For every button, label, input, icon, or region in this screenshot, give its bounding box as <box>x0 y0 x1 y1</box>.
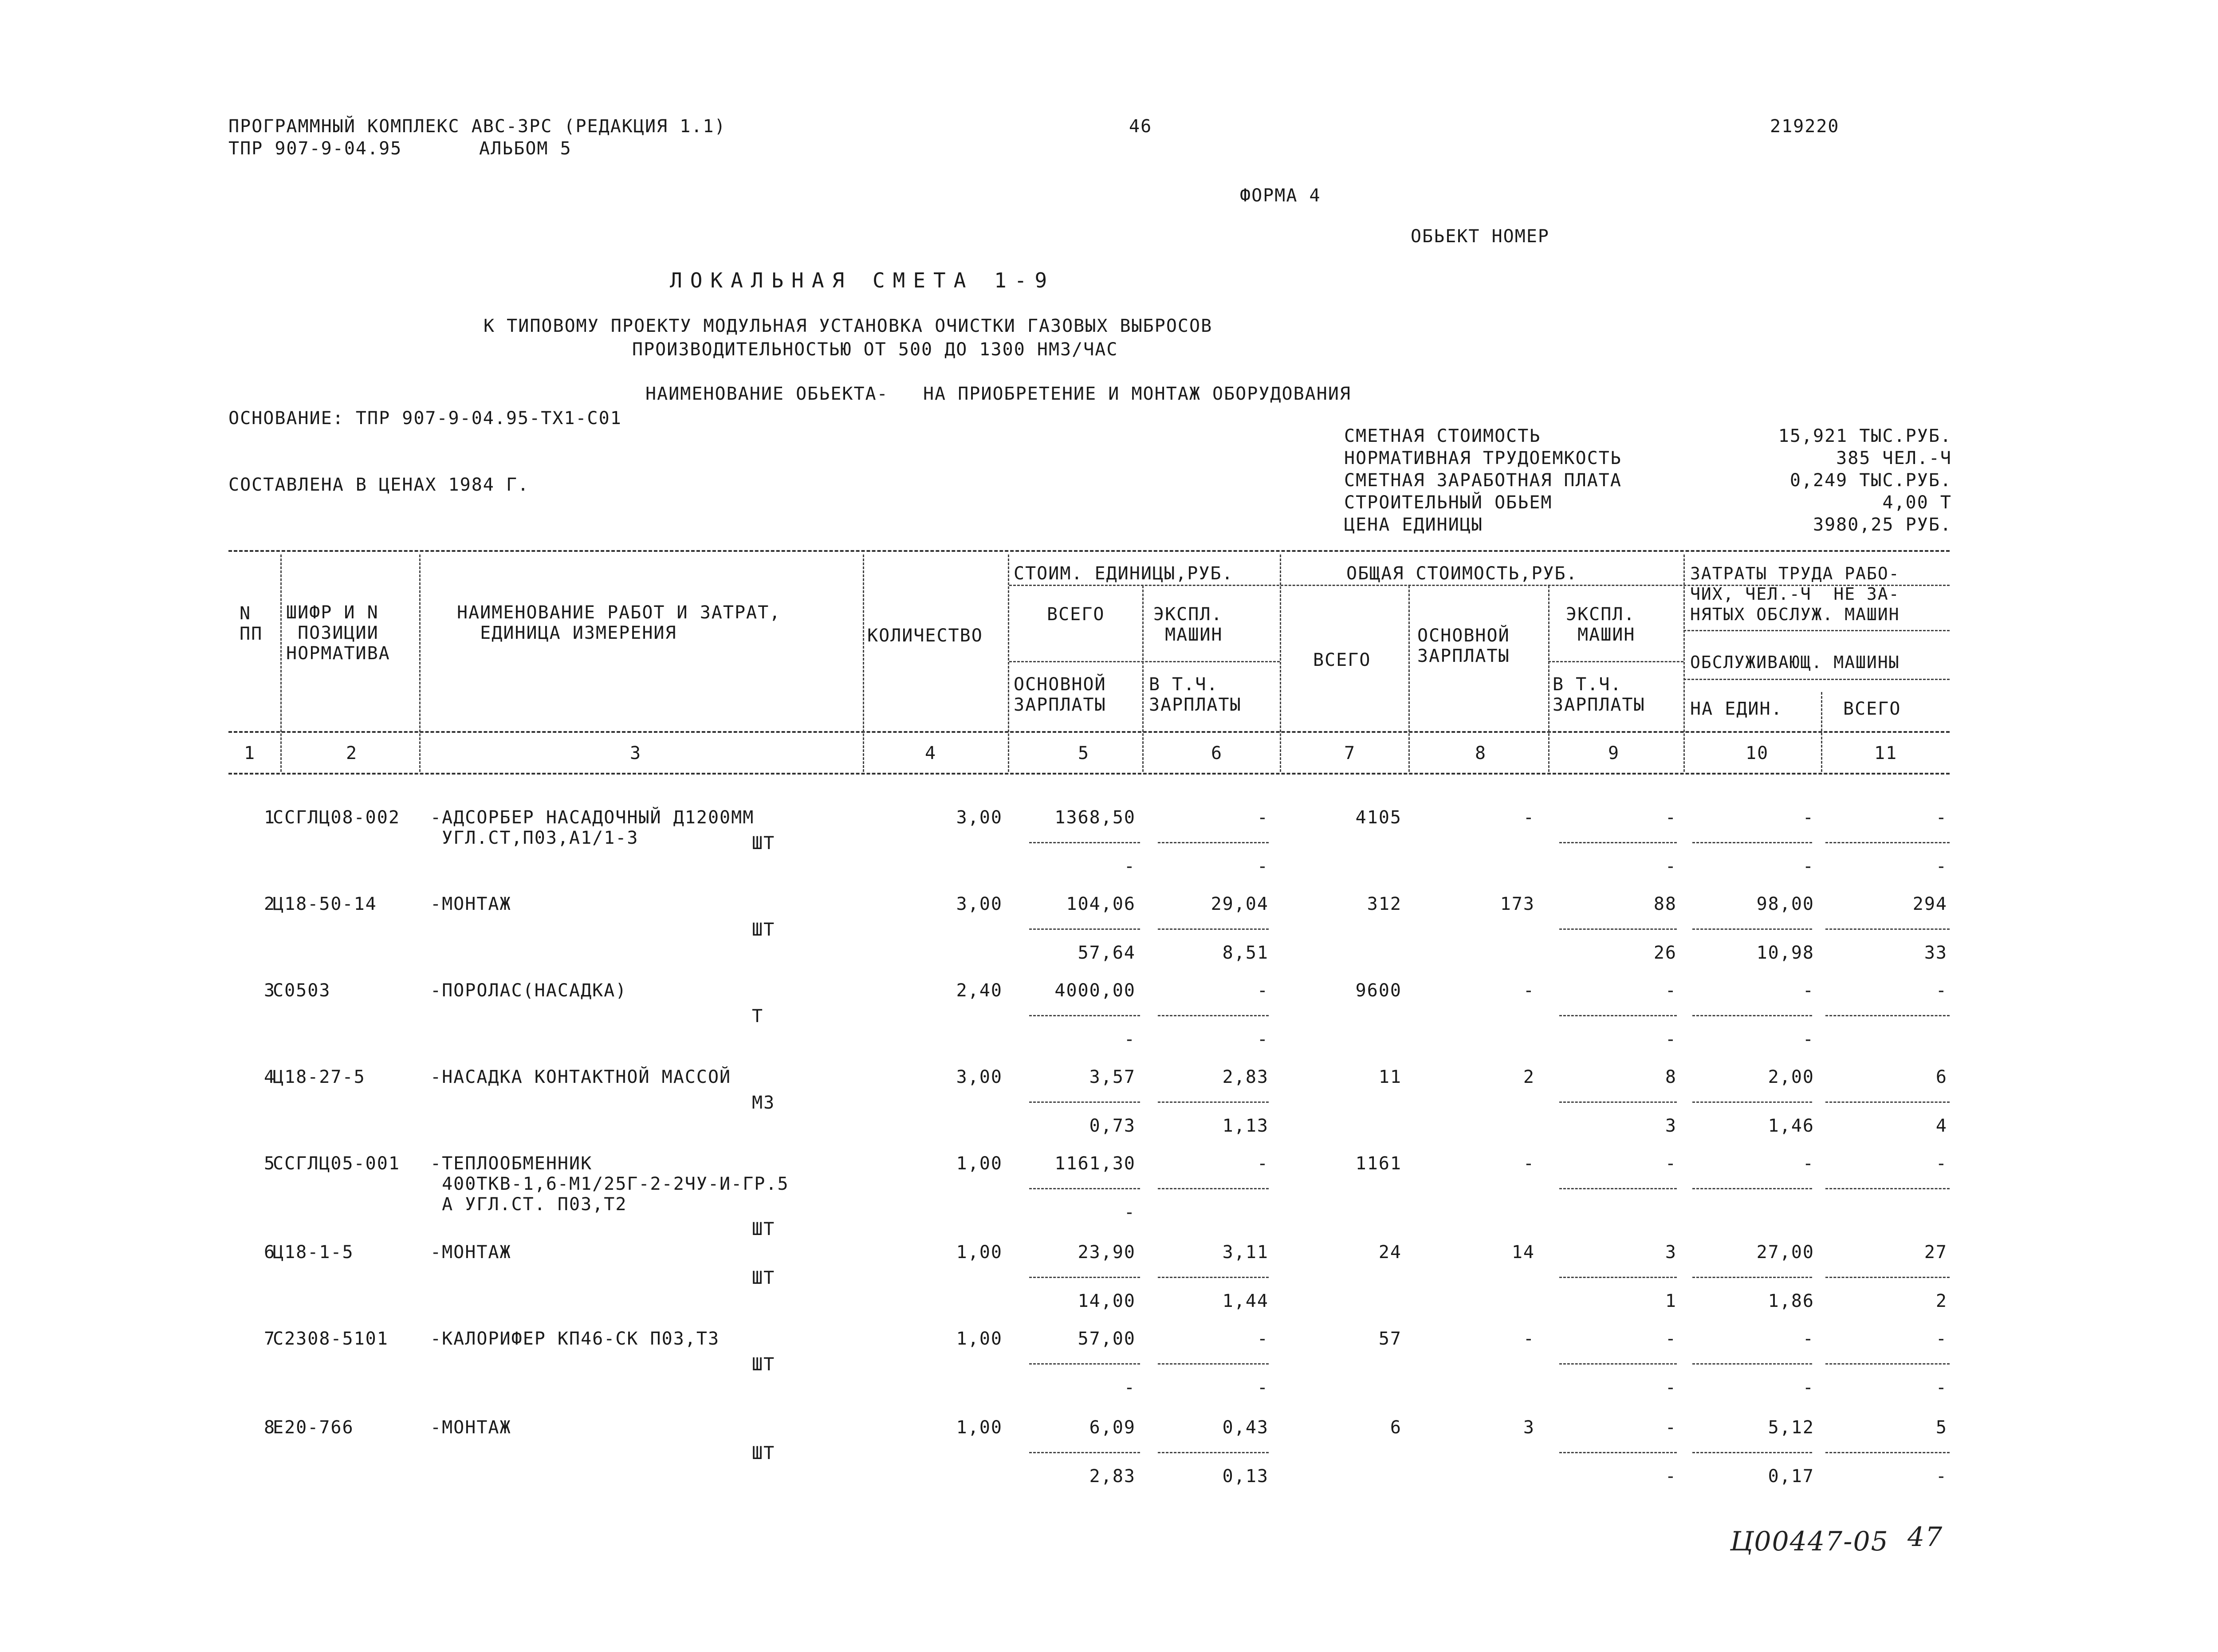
col-header-unit-exp: ЭКСПЛ. МАШИН <box>1153 604 1223 645</box>
row-labor-total: 5 <box>1935 1417 1947 1438</box>
row-gen-total: 11 <box>1378 1067 1402 1087</box>
col-sep <box>1280 555 1281 772</box>
header-sub-rule <box>1683 679 1950 680</box>
title-line-1: К ТИПОВОМУ ПРОЕКТУ МОДУЛЬНАЯ УСТАНОВКА ОЧИСТКИ ГАЗОВЫХ ВЫБРОСОВ <box>484 316 1213 336</box>
row-unit-total: 4000,00 <box>1054 980 1136 1001</box>
row-unit-base: - <box>1124 1202 1136 1223</box>
col-sep <box>1008 555 1009 772</box>
row-unit-incl: - <box>1257 856 1269 877</box>
row-name: -НАСАДКА КОНТАКТНОЙ МАССОЙ <box>430 1067 731 1087</box>
col-header-qty: КОЛИЧЕСТВО <box>867 625 983 646</box>
cell-divider <box>1158 1015 1269 1016</box>
row-unit: Т <box>752 1006 764 1027</box>
col-header-gen-cost: ОБЩАЯ СТОИМОСТЬ,РУБ. <box>1346 563 1578 584</box>
row-unit-exp: 2,83 <box>1222 1067 1269 1087</box>
cell-divider <box>1825 928 1950 930</box>
cell-divider <box>1559 928 1677 930</box>
row-number: 4 <box>264 1067 276 1087</box>
summary-value: 385 ЧЕЛ.-Ч <box>1836 448 1952 468</box>
row-unit-total: 23,90 <box>1078 1242 1136 1263</box>
row-gen-base: 2 <box>1523 1067 1535 1087</box>
row-unit-total: 1368,50 <box>1054 807 1136 828</box>
row-unit-incl: 0,13 <box>1222 1466 1269 1487</box>
doc-number: 219220 <box>1770 116 1840 137</box>
row-unit: ШТ <box>752 1268 775 1288</box>
row-code: С2308-5101 <box>273 1329 389 1349</box>
handwritten-code: Ц00447-05 <box>1730 1526 1889 1557</box>
summary-value: 15,921 ТЫС.РУБ. <box>1778 426 1952 446</box>
row-unit: ШТ <box>752 1354 775 1375</box>
cell-divider <box>1158 842 1269 843</box>
row-unit-base: 14,00 <box>1078 1291 1136 1311</box>
row-unit-base: 0,73 <box>1089 1116 1136 1136</box>
cell-divider <box>1559 1363 1677 1365</box>
cell-divider <box>1559 842 1677 843</box>
row-unit-incl: - <box>1257 1377 1269 1398</box>
album: АЛЬБОМ 5 <box>479 138 572 159</box>
row-unit-total: 57,00 <box>1078 1329 1136 1349</box>
project-code: ТПР 907-9-04.95 <box>228 138 402 159</box>
column-number: 6 <box>1211 743 1223 763</box>
page-number: 46 <box>1129 116 1152 137</box>
column-number: 10 <box>1746 743 1769 763</box>
row-code: Ц18-27-5 <box>273 1067 366 1087</box>
form-label: ФОРМА 4 <box>1240 185 1321 206</box>
row-labor-unit: - <box>1802 1329 1814 1349</box>
cell-divider <box>1825 1101 1950 1103</box>
row-name: -КАЛОРИФЕР КП46-СК П03,Т3 <box>430 1329 720 1349</box>
row-qty: 2,40 <box>956 980 1003 1001</box>
document-title: ЛОКАЛЬНАЯ СМЕТА 1-9 <box>670 268 1055 292</box>
row-number: 1 <box>264 807 276 828</box>
col-header-gen-incl: В Т.Ч. ЗАРПЛАТЫ <box>1553 674 1645 715</box>
row-gen-total: 57 <box>1378 1329 1402 1349</box>
row-gen-incl: 26 <box>1653 943 1677 963</box>
cell-divider <box>1692 1452 1812 1453</box>
row-gen-exp: - <box>1665 980 1677 1001</box>
row-labor-total-serv: 2 <box>1935 1291 1947 1311</box>
cell-divider <box>1559 1188 1677 1189</box>
cell-divider <box>1029 928 1140 930</box>
row-gen-total: 6 <box>1390 1417 1402 1438</box>
row-name: -ТЕПЛООБМЕННИК 400ТКВ-1,6-М1/25Г-2-2ЧУ-И-ГР.5 А УГЛ.СТ. П03,Т2 <box>430 1153 789 1215</box>
cell-divider <box>1029 1452 1140 1453</box>
cell-divider <box>1692 1363 1812 1365</box>
row-unit-base: - <box>1124 1029 1136 1050</box>
row-gen-base: 3 <box>1523 1417 1535 1438</box>
col-header-unit-cost: СТОИМ. ЕДИНИЦЫ,РУБ. <box>1014 563 1234 584</box>
row-labor-total: - <box>1935 980 1947 1001</box>
row-qty: 1,00 <box>956 1417 1003 1438</box>
col-sep <box>1821 692 1822 772</box>
row-name: -МОНТАЖ <box>430 1242 511 1263</box>
col-header-gen-exp: ЭКСПЛ. МАШИН <box>1566 604 1636 645</box>
column-number: 2 <box>346 743 358 763</box>
row-unit-base: 2,83 <box>1089 1466 1136 1487</box>
row-number: 7 <box>264 1329 276 1349</box>
row-labor-unit: 5,12 <box>1768 1417 1814 1438</box>
cell-divider <box>1029 1188 1140 1189</box>
cell-divider <box>1559 1277 1677 1278</box>
row-labor-unit: 27,00 <box>1756 1242 1814 1263</box>
cell-divider <box>1029 1101 1140 1103</box>
row-unit-base: 57,64 <box>1078 943 1136 963</box>
column-number: 4 <box>925 743 937 763</box>
col-header-unit-total: ВСЕГО <box>1047 604 1105 625</box>
row-unit-total: 3,57 <box>1089 1067 1136 1087</box>
row-unit-exp: 29,04 <box>1211 894 1269 914</box>
row-number: 2 <box>264 894 276 914</box>
row-gen-exp: - <box>1665 1153 1677 1174</box>
col-sep <box>1548 586 1549 772</box>
row-labor-unit: 2,00 <box>1768 1067 1814 1087</box>
col-header-labor-total: ВСЕГО <box>1843 699 1901 719</box>
row-gen-incl: 3 <box>1665 1116 1677 1136</box>
basis: ОСНОВАНИЕ: ТПР 907-9-04.95-ТХ1-С01 <box>228 408 622 429</box>
col-sep <box>863 555 864 772</box>
cell-divider <box>1158 1363 1269 1365</box>
cell-divider <box>1158 1101 1269 1103</box>
row-labor-unit-serv: - <box>1802 1377 1814 1398</box>
row-number: 5 <box>264 1153 276 1174</box>
row-labor-total: - <box>1935 1329 1947 1349</box>
cell-divider <box>1692 1015 1812 1016</box>
cell-divider <box>1029 1363 1140 1365</box>
row-labor-unit-serv: 1,86 <box>1768 1291 1814 1311</box>
row-unit-incl: - <box>1257 1029 1269 1050</box>
cell-divider <box>1825 1015 1950 1016</box>
row-labor-total-serv: - <box>1935 856 1947 877</box>
row-unit-exp: - <box>1257 807 1269 828</box>
row-qty: 1,00 <box>956 1242 1003 1263</box>
summary-label: СМЕТНАЯ СТОИМОСТЬ <box>1344 426 1541 446</box>
row-gen-incl: - <box>1665 1029 1677 1050</box>
col-sep <box>1408 586 1410 772</box>
row-unit: ШТ <box>752 833 775 854</box>
row-gen-incl: 1 <box>1665 1291 1677 1311</box>
row-qty: 3,00 <box>956 894 1003 914</box>
cell-divider <box>1158 928 1269 930</box>
row-gen-base: - <box>1523 1153 1535 1174</box>
row-gen-exp: - <box>1665 1417 1677 1438</box>
row-unit-incl: 1,13 <box>1222 1116 1269 1136</box>
col-header-unit-base: ОСНОВНОЙ ЗАРПЛАТЫ <box>1014 674 1106 715</box>
row-number: 3 <box>264 980 276 1001</box>
row-unit-total: 1161,30 <box>1054 1153 1136 1174</box>
summary-label: НОРМАТИВНАЯ ТРУДОЕМКОСТЬ <box>1344 448 1622 468</box>
row-name: -МОНТАЖ <box>430 1417 511 1438</box>
row-gen-incl: - <box>1665 1377 1677 1398</box>
row-gen-total: 4105 <box>1355 807 1402 828</box>
table-top-rule <box>228 550 1950 552</box>
cell-divider <box>1158 1277 1269 1278</box>
cell-divider <box>1158 1188 1269 1189</box>
row-unit-incl: 1,44 <box>1222 1291 1269 1311</box>
column-number: 8 <box>1475 743 1487 763</box>
handwritten-page: 47 <box>1907 1522 1943 1553</box>
row-gen-incl: - <box>1665 1466 1677 1487</box>
row-labor-total-serv: - <box>1935 1466 1947 1487</box>
row-gen-base: - <box>1523 1329 1535 1349</box>
summary-value: 3980,25 РУБ. <box>1813 515 1952 535</box>
title-line-2: ПРОИЗВОДИТЕЛЬНОСТЬЮ ОТ 500 ДО 1300 НМ3/ЧАС <box>632 339 1118 360</box>
col-header-code: ШИФР И N ПОЗИЦИИ НОРМАТИВА <box>286 602 390 664</box>
row-labor-total: - <box>1935 1153 1947 1174</box>
row-unit-exp: - <box>1257 980 1269 1001</box>
row-gen-exp: 3 <box>1665 1242 1677 1263</box>
row-labor-total: - <box>1935 807 1947 828</box>
row-gen-exp: 88 <box>1653 894 1677 914</box>
row-code: Е20-766 <box>273 1417 354 1438</box>
row-unit-base: - <box>1124 1377 1136 1398</box>
cell-divider <box>1825 1363 1950 1365</box>
column-number: 3 <box>630 743 642 763</box>
cell-divider <box>1559 1101 1677 1103</box>
summary-label: СТРОИТЕЛЬНЫЙ ОБЬЕМ <box>1344 492 1553 513</box>
row-gen-incl: - <box>1665 856 1677 877</box>
row-code: Ц18-1-5 <box>273 1242 354 1263</box>
column-number: 5 <box>1078 743 1090 763</box>
row-labor-unit-serv: 0,17 <box>1768 1466 1814 1487</box>
cell-divider <box>1692 1277 1812 1278</box>
column-number: 9 <box>1608 743 1620 763</box>
row-code: С0503 <box>273 980 331 1001</box>
header-sub-rule <box>1548 661 1683 662</box>
row-unit: ШТ <box>752 1443 775 1463</box>
row-labor-unit: - <box>1802 807 1814 828</box>
row-name: -АДСОРБЕР НАСАДОЧНЫЙ Д1200ММ УГЛ.СТ,П03,А1/1-3 <box>430 807 755 848</box>
col-header-gen-total: ВСЕГО <box>1313 650 1371 670</box>
row-gen-exp: - <box>1665 807 1677 828</box>
numbers-bottom-rule <box>228 773 1950 775</box>
col-header-n: N ПП <box>240 603 263 644</box>
row-unit-incl: 8,51 <box>1222 943 1269 963</box>
col-header-labor-unit: НА ЕДИН. <box>1690 699 1783 719</box>
row-labor-total: 27 <box>1924 1242 1947 1263</box>
cell-divider <box>1692 1101 1812 1103</box>
summary-label: ЦЕНА ЕДИНИЦЫ <box>1344 515 1483 535</box>
row-unit: ШТ <box>752 1219 775 1239</box>
price-basis: СОСТАВЛЕНА В ЦЕНАХ 1984 Г. <box>228 475 530 495</box>
row-labor-total-serv: 33 <box>1924 943 1947 963</box>
row-labor-total: 6 <box>1935 1067 1947 1087</box>
col-header-labor: ЗАТРАТЫ ТРУДА РАБО- ЧИХ, ЧЕЛ.-Ч НЕ ЗА- НЯТЫХ ОБСЛУЖ. МАШИН <box>1690 564 1900 624</box>
row-qty: 3,00 <box>956 1067 1003 1087</box>
row-unit-exp: 3,11 <box>1222 1242 1269 1263</box>
row-name: -МОНТАЖ <box>430 894 511 914</box>
row-qty: 1,00 <box>956 1153 1003 1174</box>
row-labor-unit-serv: - <box>1802 1029 1814 1050</box>
col-header-unit-incl: В Т.Ч. ЗАРПЛАТЫ <box>1149 674 1242 715</box>
cell-divider <box>1158 1452 1269 1453</box>
summary-value: 0,249 ТЫС.РУБ. <box>1789 470 1952 491</box>
program-name: ПРОГРАММНЫЙ КОМПЛЕКС АВС-3РС (РЕДАКЦИЯ 1.1) <box>228 116 726 137</box>
row-gen-exp: - <box>1665 1329 1677 1349</box>
column-number: 7 <box>1344 743 1356 763</box>
row-labor-unit-serv: 10,98 <box>1756 943 1814 963</box>
col-header-name: НАИМЕНОВАНИЕ РАБОТ И ЗАТРАТ, ЕДИНИЦА ИЗМЕРЕНИЯ <box>457 602 781 643</box>
row-number: 8 <box>264 1417 276 1438</box>
col-header-gen-base: ОСНОВНОЙ ЗАРПЛАТЫ <box>1417 625 1510 666</box>
cell-divider <box>1825 1188 1950 1189</box>
row-name: -ПОРОЛАС(НАСАДКА) <box>430 980 627 1001</box>
cell-divider <box>1029 842 1140 843</box>
cell-divider <box>1029 1277 1140 1278</box>
row-code: Ц18-50-14 <box>273 894 377 914</box>
summary-label: СМЕТНАЯ ЗАРАБОТНАЯ ПЛАТА <box>1344 470 1622 491</box>
row-unit-total: 104,06 <box>1066 894 1136 914</box>
row-unit-base: - <box>1124 856 1136 877</box>
row-unit-total: 6,09 <box>1089 1417 1136 1438</box>
row-unit-exp: - <box>1257 1329 1269 1349</box>
cell-divider <box>1029 1015 1140 1016</box>
row-unit: ШТ <box>752 920 775 940</box>
row-unit: М3 <box>752 1093 775 1113</box>
row-labor-unit-serv: - <box>1802 856 1814 877</box>
summary-value: 4,00 Т <box>1882 492 1952 513</box>
col-header-labor-serv: ОБСЛУЖИВАЮЩ. МАШИНЫ <box>1690 653 1900 672</box>
column-number: 1 <box>244 743 256 763</box>
cell-divider <box>1692 1188 1812 1189</box>
cell-divider <box>1825 1277 1950 1278</box>
row-labor-total-serv: 4 <box>1935 1116 1947 1136</box>
row-labor-total-serv: - <box>1935 1377 1947 1398</box>
row-gen-total: 312 <box>1367 894 1402 914</box>
header-sub-rule <box>1683 630 1950 631</box>
row-unit-exp: - <box>1257 1153 1269 1174</box>
object-number: ОБЬЕКТ НОМЕР <box>1411 226 1549 247</box>
row-gen-base: - <box>1523 980 1535 1001</box>
header-sub-rule <box>1009 661 1280 662</box>
row-labor-unit: - <box>1802 1153 1814 1174</box>
row-gen-base: 14 <box>1511 1242 1535 1263</box>
row-code: ССГЛЦ05-001 <box>273 1153 400 1174</box>
header-bottom-rule <box>228 731 1950 733</box>
row-gen-total: 24 <box>1378 1242 1402 1263</box>
row-gen-base: - <box>1523 807 1535 828</box>
col-sep <box>419 555 421 772</box>
cell-divider <box>1559 1452 1677 1453</box>
cell-divider <box>1692 928 1812 930</box>
row-code: ССГЛЦ08-002 <box>273 807 400 828</box>
row-unit-exp: 0,43 <box>1222 1417 1269 1438</box>
row-number: 6 <box>264 1242 276 1263</box>
cell-divider <box>1825 842 1950 843</box>
object-name: НАИМЕНОВАНИЕ ОБЬЕКТА- НА ПРИОБРЕТЕНИЕ И МОНТАЖ ОБОРУДОВАНИЯ <box>645 384 1352 404</box>
row-labor-unit-serv: 1,46 <box>1768 1116 1814 1136</box>
row-gen-total: 9600 <box>1355 980 1402 1001</box>
row-labor-unit: 98,00 <box>1756 894 1814 914</box>
cell-divider <box>1692 842 1812 843</box>
row-gen-total: 1161 <box>1355 1153 1402 1174</box>
row-qty: 3,00 <box>956 807 1003 828</box>
row-gen-exp: 8 <box>1665 1067 1677 1087</box>
cell-divider <box>1825 1452 1950 1453</box>
column-number: 11 <box>1874 743 1898 763</box>
row-labor-unit: - <box>1802 980 1814 1001</box>
col-sep <box>1683 555 1685 772</box>
row-labor-total: 294 <box>1912 894 1947 914</box>
row-gen-base: 173 <box>1500 894 1535 914</box>
col-sep <box>1142 586 1144 772</box>
cell-divider <box>1559 1015 1677 1016</box>
row-qty: 1,00 <box>956 1329 1003 1349</box>
col-sep <box>280 555 282 772</box>
